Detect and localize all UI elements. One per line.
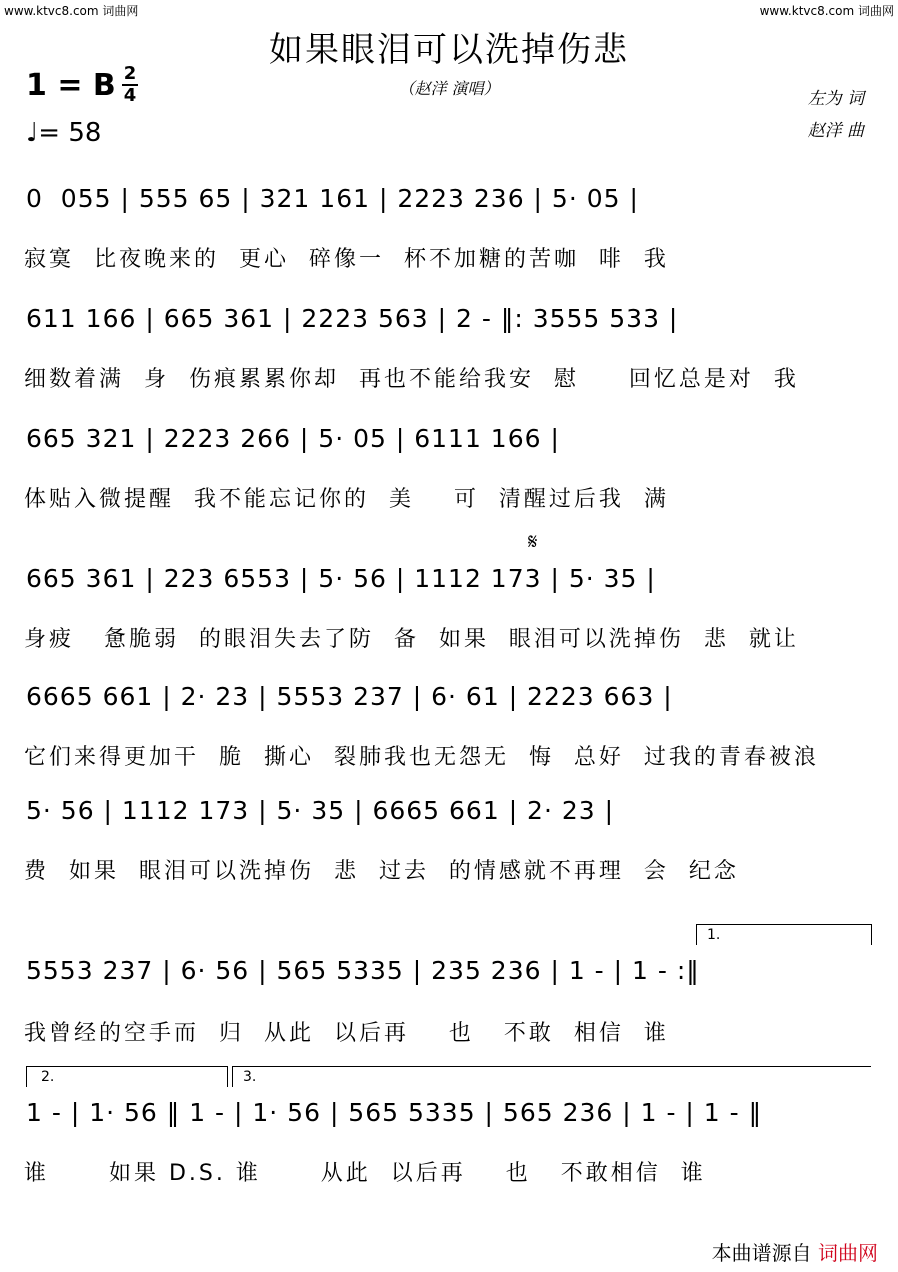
volta-bracket-1 xyxy=(696,924,872,945)
composer-credit: 赵洋 曲 xyxy=(807,121,864,141)
notation-line: 1 - | 1· 56 ‖ 1 - | 1· 56 | 565 5335 | 565 236 | 1 - | 1 - ‖ xyxy=(26,1098,763,1127)
lyric-line: 它们来得更加干 脆 撕心 裂肺我也无怨无 悔 总好 过我的青春被浪 xyxy=(24,745,819,770)
key-signature: 1 = B xyxy=(26,68,116,103)
watermark-left: www.ktvc8.com 词曲网 xyxy=(4,4,139,18)
volta-label-2: 2. xyxy=(41,1069,55,1085)
watermark-right: www.ktvc8.com 词曲网 xyxy=(759,4,894,18)
lyric-line: 身疲 惫脆弱 的眼泪失去了防 备 如果 眼泪可以洗掉伤 悲 就让 xyxy=(24,627,799,652)
time-signature-top: 2 xyxy=(123,63,137,84)
time-signature xyxy=(122,64,138,106)
notation-line: 6665 661 | 2· 23 | 5553 237 | 6· 61 | 2223 663 | xyxy=(26,682,673,711)
song-title: 如果眼泪可以洗掉伤悲 xyxy=(269,30,629,70)
lyric-line: 费 如果 眼泪可以洗掉伤 悲 过去 的情感就不再理 会 纪念 xyxy=(24,859,739,884)
lyric-line: 细数着满 身 伤痕累累你却 再也不能给我安 慰 回忆总是对 我 xyxy=(24,367,799,392)
notation-line: 665 321 | 2223 266 | 5· 05 | 6111 166 | xyxy=(26,424,560,453)
tempo-marking: ♩= 58 xyxy=(26,118,102,148)
notation-line: 5553 237 | 6· 56 | 565 5335 | 235 236 | 1 - | 1 - :‖ xyxy=(26,956,700,985)
notation-line: 611 166 | 665 361 | 2223 563 | 2 - ‖: 3555 533 | xyxy=(26,304,679,333)
lyric-line: 谁 如果 D.S. 谁 从此 以后再 也 不敢相信 谁 xyxy=(24,1161,706,1186)
footer-prefix: 本曲谱源自 xyxy=(711,1241,812,1265)
segno-sign: 𝄋 xyxy=(528,530,538,555)
volta-label-3: 3. xyxy=(243,1069,257,1085)
notation-line: 5· 56 | 1112 173 | 5· 35 | 6665 661 | 2· 23 | xyxy=(26,796,615,825)
notation-line: 665 361 | 223 6553 | 5· 56 | 1112 173 | 5· 35 | xyxy=(26,564,656,593)
notation-line: 0 055 | 555 65 | 321 161 | 2223 236 | 5· 05 | xyxy=(26,184,639,213)
time-signature-bottom: 4 xyxy=(123,85,137,106)
volta-bracket-3 xyxy=(232,1066,871,1087)
footer-brand-link[interactable]: 词曲网 xyxy=(818,1241,878,1265)
lyricist-credit: 左为 词 xyxy=(807,89,864,109)
lyric-line: 我曾经的空手而 归 从此 以后再 也 不敢 相信 谁 xyxy=(24,1021,669,1046)
volta-label-1: 1. xyxy=(707,927,721,943)
lyric-line: 体贴入微提醒 我不能忘记你的 美 可 清醒过后我 满 xyxy=(24,487,669,512)
source-footer xyxy=(712,1237,878,1266)
song-subtitle: （赵洋 演唱） xyxy=(398,79,500,98)
lyric-line: 寂寞 比夜晚来的 更心 碎像一 杯不加糖的苦咖 啡 我 xyxy=(24,247,669,272)
volta-bracket-2 xyxy=(26,1066,228,1087)
